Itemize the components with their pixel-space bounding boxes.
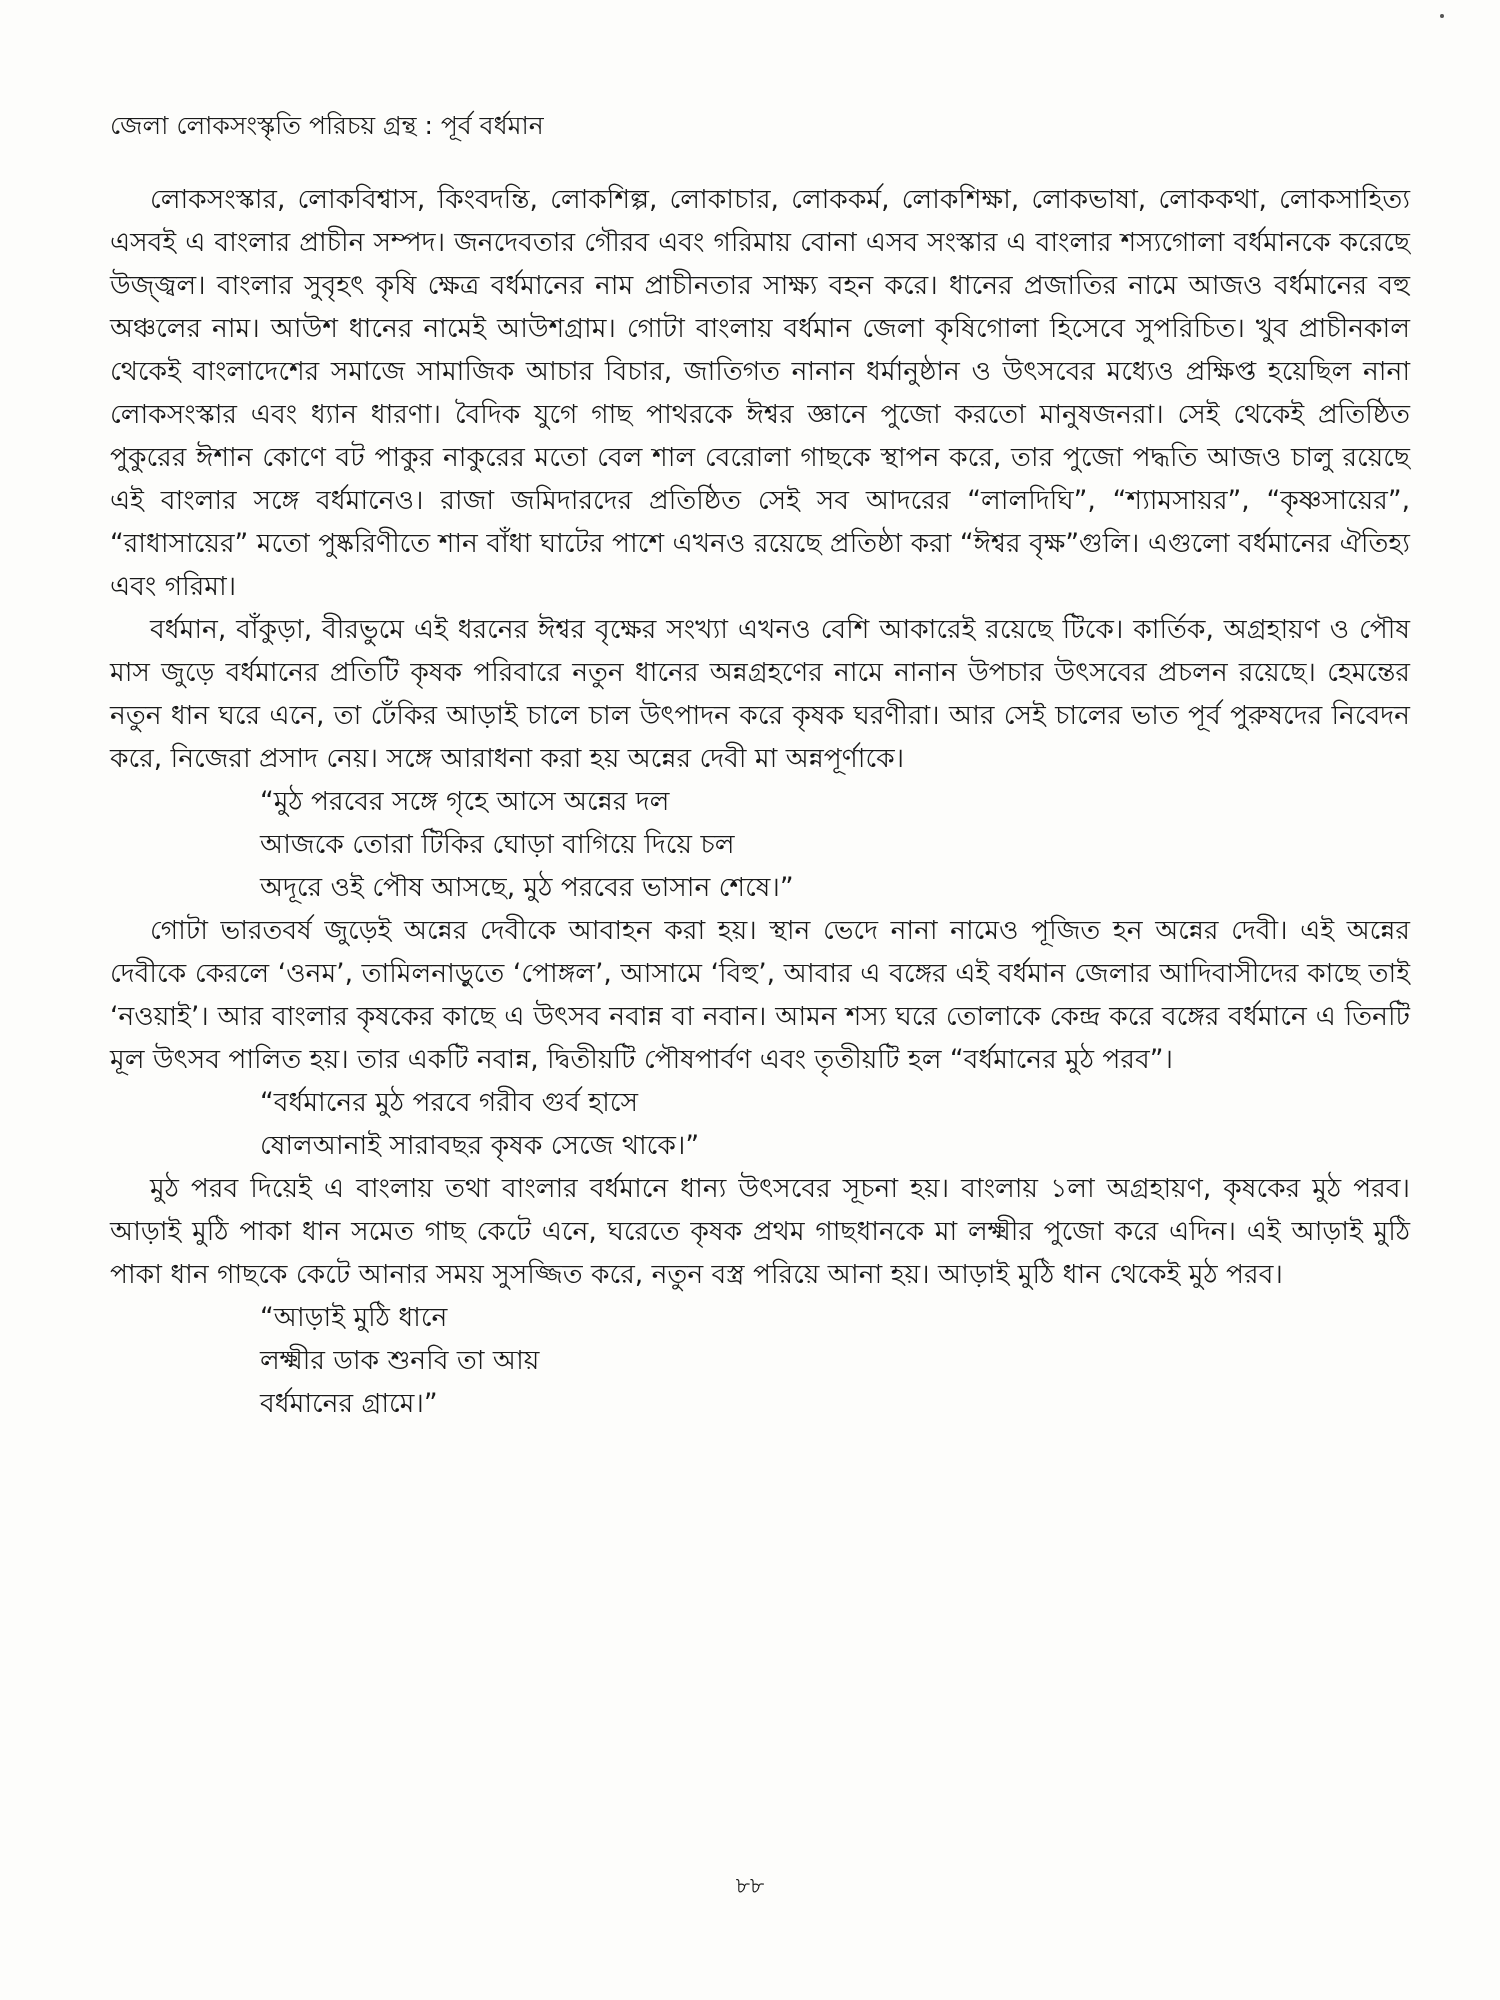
body-text bbox=[110, 178, 1410, 1425]
verse-line: ষোলআনাই সারাবছর কৃষক সেজে থাকে।” bbox=[260, 1130, 700, 1161]
paragraph-1: লোকসংস্কার, লোকবিশ্বাস, কিংবদন্তি, লোকশিল্প, লোকাচার, লোককর্ম, লোকশিক্ষা, লোকভাষা, লোককথা, লোকসাহিত্য এসবই এ বাংলার প্রাচীন সম্পদ। জনদেবতার গৌরব এবং গরিমায় বোনা এসব সংস্কার এ বাংলার শস্যগোলা বর্ধমানকে করেছে উজ্জ্বল। বাংলার সুবৃহৎ কৃষি ক্ষেত্র বর্ধমানের নাম প্রাচীনতার সাক্ষ্য বহন করে। ধানের প্রজাতির নামে আজও বর্ধমানের বহু অঞ্চলের নাম। আউশ ধানের নামেই আউশগ্রাম। গোটা বাংলায় বর্ধমান জেলা কৃষিগোলা হিসেবে সুপরিচিত। খুব প্রাচীনকাল থেকেই বাংলাদেশের সমাজে সামাজিক আচার বিচার, জাতিগত নানান ধর্মানুষ্ঠান ও উৎসবের মধ্যেও প্রক্ষিপ্ত হয়েছিল নানা লোকসংস্কার এবং ধ্যান ধারণা। বৈদিক যুগে গাছ পাথরকে ঈশ্বর জ্ঞানে পুজো করতো মানুষজনরা। সেই থেকেই প্রতিষ্ঠিত পুকুরের ঈশান কোণে বট পাকুর নাকুরের মতো বেল শাল বেরোলা গাছকে স্থাপন করে, তার পুজো পদ্ধতি আজও চালু রয়েছে এই বাংলার সঙ্গে বর্ধমানেও। রাজা জমিদারদের প্রতিষ্ঠিত সেই সব আদরের “লালদিঘি”, “শ্যামসায়র”, “কৃষ্ণসায়ের”, “রাধাসায়ের” মতো পুষ্করিণীতে শান বাঁধা ঘাটের পাশে এখনও রয়েছে প্রতিষ্ঠা করা “ঈশ্বর বৃক্ষ”গুলি। এগুলো বর্ধমানের ঐতিহ্য এবং গরিমা। bbox=[110, 184, 1410, 602]
verse-line: আজকে তোরা টিকির ঘোড়া বাগিয়ে দিয়ে চল bbox=[260, 829, 735, 860]
verse-line: “আড়াই মুঠি ধানে bbox=[260, 1302, 448, 1333]
running-header: জেলা লোকসংস্কৃতি পরিচয় গ্রন্থ : পূর্ব বর্ধমান bbox=[110, 111, 544, 140]
verse-block-3 bbox=[110, 1296, 1410, 1425]
verse-line: “মুঠ পরবের সঙ্গে গৃহে আসে অন্নের দল bbox=[260, 786, 670, 817]
page-number: ৮৮ bbox=[735, 1874, 765, 1899]
verse-block-2 bbox=[110, 1081, 1410, 1167]
paragraph-3: গোটা ভারতবর্ষ জুড়েই অন্নের দেবীকে আবাহন করা হয়। স্থান ভেদে নানা নামেও পূজিত হন অন্নের দেবী। এই অন্নের দেবীকে কেরলে ‘ওনম’, তামিলনাড়ুতে ‘পোঙ্গল’, আসামে ‘বিহু’, আবার এ বঙ্গের এই বর্ধমান জেলার আদিবাসীদের কাছে তাই ‘নওয়াই’। আর বাংলার কৃষকের কাছে এ উৎসব নবান্ন বা নবান। আমন শস্য ঘরে তোলাকে কেন্দ্র করে বঙ্গের বর্ধমানে এ তিনটি মূল উৎসব পালিত হয়। তার একটি নবান্ন, দ্বিতীয়টি পৌষপার্বণ এবং তৃতীয়টি হল “বর্ধমানের মুঠ পরব”। bbox=[110, 915, 1410, 1075]
verse-line: বর্ধমানের গ্রামে।” bbox=[260, 1388, 438, 1419]
scan-speck bbox=[1440, 14, 1444, 18]
paragraph-4: মুঠ পরব দিয়েই এ বাংলায় তথা বাংলার বর্ধমানে ধান্য উৎসবের সূচনা হয়। বাংলায় ১লা অগ্রহায়ণ, কৃষকের মুঠ পরব। আড়াই মুঠি পাকা ধান সমেত গাছ কেটে এনে, ঘরেতে কৃষক প্রথম গাছধানকে মা লক্ষ্মীর পুজো করে এদিন। এই আড়াই মুঠি পাকা ধান গাছকে কেটে আনার সময় সুসজ্জিত করে, নতুন বস্ত্র পরিয়ে আনা হয়। আড়াই মুঠি ধান থেকেই মুঠ পরব। bbox=[110, 1173, 1410, 1290]
paragraph-2: বর্ধমান, বাঁকুড়া, বীরভুমে এই ধরনের ঈশ্বর বৃক্ষের সংখ্যা এখনও বেশি আকারেই রয়েছে টিকে। কার্তিক, অগ্রহায়ণ ও পৌষ মাস জুড়ে বর্ধমানের প্রতিটি কৃষক পরিবারে নতুন ধানের অন্নগ্রহণের নামে নানান উপচার উৎসবের প্রচলন রয়েছে। হেমন্তের নতুন ধান ঘরে এনে, তা ঢেঁকির আড়াই চালে চাল উৎপাদন করে কৃষক ঘরণীরা। আর সেই চালের ভাত পূর্ব পুরুষদের নিবেদন করে, নিজেরা প্রসাদ নেয়। সঙ্গে আরাধনা করা হয় অন্নের দেবী মা অন্নপূর্ণাকে। bbox=[110, 614, 1410, 774]
verse-line: লক্ষ্মীর ডাক শুনবি তা আয় bbox=[260, 1345, 540, 1376]
verse-line: “বর্ধমানের মুঠ পরবে গরীব গুর্ব হাসে bbox=[260, 1087, 639, 1118]
verse-block-1 bbox=[110, 780, 1410, 909]
verse-line: অদূরে ওই পৌষ আসছে, মুঠ পরবের ভাসান শেষে।” bbox=[260, 872, 794, 903]
